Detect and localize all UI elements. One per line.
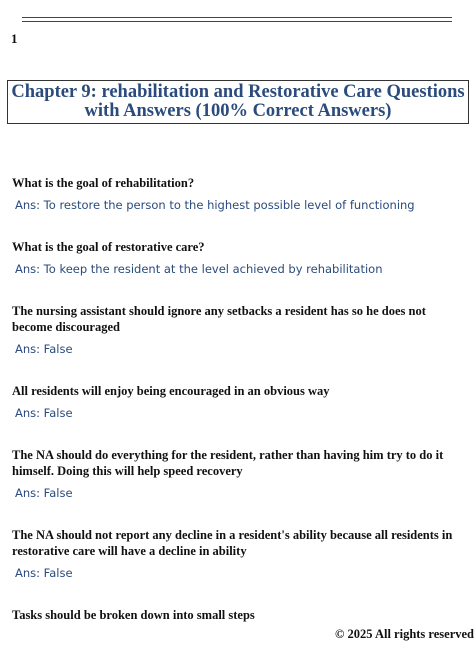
qa-item-4	[12, 383, 472, 420]
answer-5: Ans: False	[15, 486, 73, 500]
answer-1: Ans: To restore the person to the highest possible level of functioning	[15, 198, 415, 212]
title-box	[7, 80, 469, 124]
question-2: What is the goal of restorative care?	[12, 240, 205, 254]
question-6-line-2: restorative care will have a decline in ability	[12, 544, 247, 558]
answer-3: Ans: False	[15, 342, 73, 356]
answer-4: Ans: False	[15, 406, 73, 420]
qa-item-3	[12, 303, 472, 356]
question-1: What is the goal of rehabilitation?	[12, 176, 195, 190]
qa-item-6	[12, 527, 472, 580]
question-5-line-1: The NA should do everything for the resident, rather than having him try to do it	[12, 448, 444, 462]
copyright-footer: © 2025 All rights reserved	[335, 627, 474, 641]
qa-item-7	[12, 607, 472, 623]
question-7: Tasks should be broken down into small steps	[12, 608, 255, 622]
question-3-line-1: The nursing assistant should ignore any setbacks a resident has so he does not	[12, 304, 426, 318]
question-5-line-2: himself. Doing this will help speed recovery	[12, 464, 243, 478]
document-title-line-2: with Answers (100% Correct Answers)	[84, 101, 392, 121]
qa-item-2	[12, 239, 472, 276]
answer-6: Ans: False	[15, 566, 73, 580]
header-rule-bottom	[22, 21, 452, 22]
document-title-line-1: Chapter 9: rehabilitation and Restorative Care Questions	[11, 82, 465, 102]
header-rule-top	[22, 17, 452, 18]
question-3-line-2: become discouraged	[12, 320, 120, 334]
question-4: All residents will enjoy being encouraged in an obvious way	[12, 384, 330, 398]
qa-item-1	[12, 175, 472, 212]
page-number: 1	[11, 31, 18, 46]
answer-2: Ans: To keep the resident at the level achieved by rehabilitation	[15, 262, 383, 276]
qa-item-5	[12, 447, 472, 500]
question-6-line-1: The NA should not report any decline in a resident's ability because all residents in	[12, 528, 453, 542]
